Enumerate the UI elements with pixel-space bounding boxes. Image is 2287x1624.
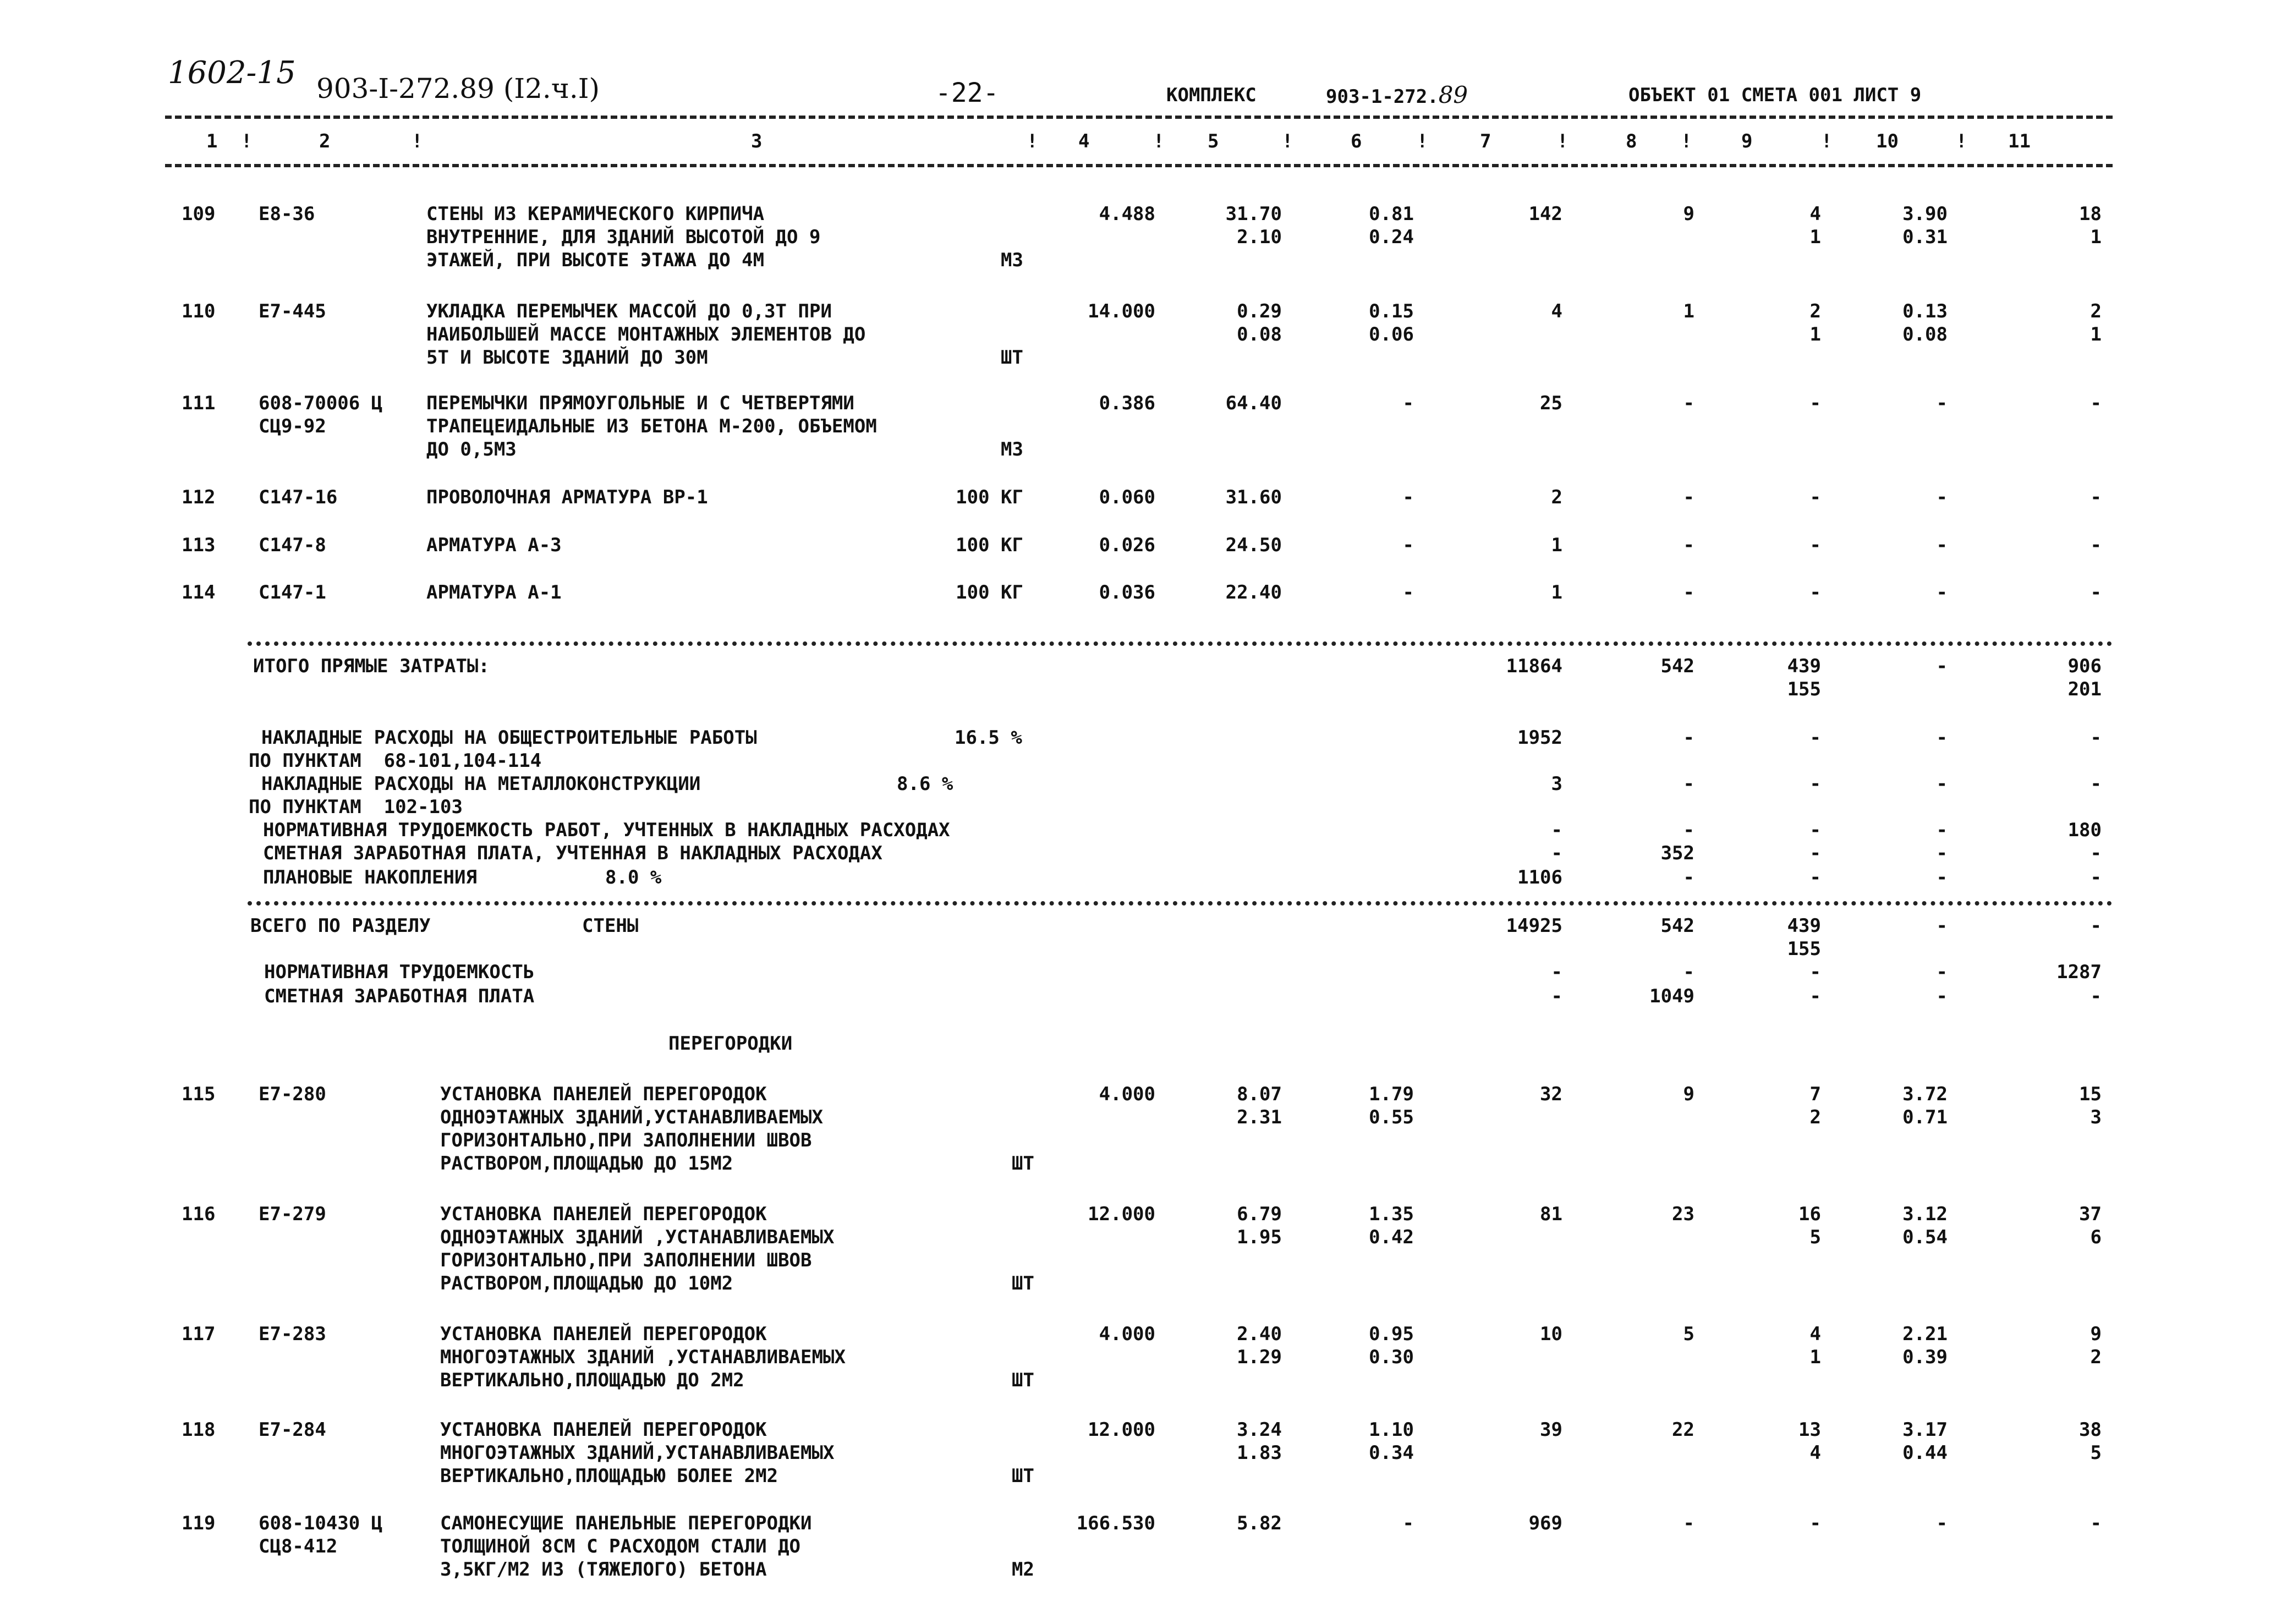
column-header-6: 6 (1351, 130, 1362, 152)
labor-total: 180 (2067, 819, 2102, 841)
column-header-2: 2 (319, 130, 331, 152)
row-number: 116 (182, 1203, 216, 1225)
total-wages: - (1683, 486, 1694, 508)
labor-total: - (2090, 985, 2102, 1007)
rate-code: С147-16 (259, 486, 338, 508)
labor-total: - (2090, 842, 2102, 864)
column-separator: ! (1282, 130, 1293, 152)
unit-cost: 64.40 (1225, 392, 1282, 414)
total-wages: 542 (1660, 655, 1694, 677)
total-cost: 32 (1540, 1083, 1562, 1105)
row-number: 113 (182, 534, 216, 556)
total-wages: - (1683, 819, 1694, 841)
unit-cost: 2.40 (1237, 1323, 1282, 1345)
unit-machine-cost: 0.95 (1369, 1323, 1414, 1345)
machine-cost: 16 (1798, 1203, 1821, 1225)
quantity: 0.026 (1099, 534, 1155, 556)
machine-cost: - (1809, 534, 1821, 556)
labor-total: 38 (2079, 1419, 2102, 1441)
row-number: 117 (182, 1323, 216, 1345)
work-description: ВЕРТИКАЛЬНО,ПЛОЩАДЬЮ БОЛЕЕ 2М2 (440, 1465, 778, 1487)
unit: М3 (1001, 438, 1023, 460)
work-description: УСТАНОВКА ПАНЕЛЕЙ ПЕРЕГОРОДОК (440, 1083, 767, 1105)
total-wages: 1 (1683, 300, 1694, 322)
labor-total: - (2090, 534, 2102, 556)
column-header-7: 7 (1480, 130, 1491, 152)
work-description: ТОЛЩИНОЙ 8СМ С РАСХОДОМ СТАЛИ ДО (440, 1535, 801, 1557)
unit: 100 КГ (956, 486, 1023, 508)
machine-cost: 155 (1787, 678, 1821, 700)
quantity: 0.386 (1099, 392, 1155, 414)
row-number: 112 (182, 486, 216, 508)
unit-machine-cost: - (1402, 534, 1414, 556)
unit-cost: 0.29 (1237, 300, 1282, 322)
labor-per-unit: 0.31 (1902, 226, 1948, 248)
labor-per-unit: - (1936, 773, 1948, 795)
work-description: УСТАНОВКА ПАНЕЛЕЙ ПЕРЕГОРОДОК (440, 1419, 767, 1441)
machine-cost: - (1809, 486, 1821, 508)
column-separator: ! (412, 130, 423, 152)
overhead-general-percent: 16.5 % (955, 727, 1022, 749)
total-cost: 4 (1551, 300, 1562, 322)
unit-cost: 5.82 (1237, 1512, 1282, 1534)
labor-per-unit: - (1936, 985, 1948, 1007)
rate-code: Е7-283 (259, 1323, 326, 1345)
column-separator: ! (241, 130, 253, 152)
labor-per-unit: 3.90 (1902, 203, 1948, 225)
header-rule-top (165, 116, 2113, 119)
row-number: 114 (182, 581, 216, 603)
labor-per-unit: 0.44 (1902, 1442, 1948, 1464)
quantity: 14.000 (1088, 300, 1155, 322)
machine-cost: - (1809, 773, 1821, 795)
total-wages: 352 (1660, 842, 1694, 864)
work-description: ГОРИЗОНТАЛЬНО,ПРИ ЗАПОЛНЕНИИ ШВОВ (440, 1129, 812, 1151)
labor-per-unit: 3.12 (1902, 1203, 1948, 1225)
machine-cost: 439 (1787, 915, 1821, 937)
column-header-9: 9 (1741, 130, 1753, 152)
quantity: 4.000 (1099, 1323, 1155, 1345)
labor-total: 201 (2067, 678, 2102, 700)
unit-cost: 1.95 (1237, 1226, 1282, 1248)
work-description: 5Т И ВЫСОТЕ ЗДАНИЙ ДО 30М (426, 347, 708, 369)
machine-cost: 7 (1809, 1083, 1821, 1105)
unit: 100 КГ (956, 534, 1023, 556)
unit-machine-cost: - (1402, 1512, 1414, 1534)
section-total-separator (248, 901, 2113, 906)
total-wages: 9 (1683, 1083, 1694, 1105)
column-header-4: 4 (1078, 130, 1090, 152)
unit-machine-cost: 0.42 (1369, 1226, 1414, 1248)
planned-savings-label: ПЛАНОВЫЕ НАКОПЛЕНИЯ (263, 866, 477, 888)
wages-in-overhead-label: СМЕТНАЯ ЗАРАБОТНАЯ ПЛАТА, УЧТЕННАЯ В НАКЛАДНЫХ РАСХОДАХ (263, 842, 882, 864)
total-cost: 1 (1551, 534, 1562, 556)
quantity: 0.036 (1099, 581, 1155, 603)
work-description: ВНУТРЕННИЕ, ДЛЯ ЗДАНИЙ ВЫСОТОЙ ДО 9 (426, 226, 821, 248)
total-cost: - (1551, 819, 1562, 841)
rate-code: С147-1 (259, 581, 326, 603)
unit: ШТ (1012, 1272, 1034, 1294)
labor-per-unit: - (1936, 581, 1948, 603)
work-description: УСТАНОВКА ПАНЕЛЕЙ ПЕРЕГОРОДОК (440, 1323, 767, 1345)
complex-code: 903-1-272.89 (1326, 81, 1468, 108)
machine-cost: 2 (1809, 300, 1821, 322)
labor-total: 1 (2090, 323, 2102, 345)
total-wages: - (1683, 534, 1694, 556)
total-cost: - (1551, 961, 1562, 983)
unit-cost: 1.83 (1237, 1442, 1282, 1464)
labor-per-unit: - (1936, 915, 1948, 937)
unit-machine-cost: 0.55 (1369, 1106, 1414, 1128)
labor-total: 1 (2090, 226, 2102, 248)
work-description: УКЛАДКА ПЕРЕМЫЧЕК МАССОЙ ДО 0,3Т ПРИ (426, 300, 832, 322)
work-description: МНОГОЭТАЖНЫХ ЗДАНИЙ ,УСТАНАВЛИВАЕМЫХ (440, 1346, 846, 1368)
row-number: 115 (182, 1083, 216, 1105)
column-header-5: 5 (1208, 130, 1219, 152)
unit-cost: 1.29 (1237, 1346, 1282, 1368)
machine-cost: - (1809, 581, 1821, 603)
machine-cost: 5 (1809, 1226, 1821, 1248)
labor-per-unit: - (1936, 486, 1948, 508)
machine-cost: - (1809, 727, 1821, 749)
total-cost: 1952 (1517, 727, 1562, 749)
column-header-8: 8 (1626, 130, 1637, 152)
labor-total: 15 (2079, 1083, 2102, 1105)
unit-cost: 2.10 (1237, 226, 1282, 248)
total-wages: - (1683, 392, 1694, 414)
labor-per-unit: 0.08 (1902, 323, 1948, 345)
rate-code: Е7-279 (259, 1203, 326, 1225)
rate-code: 608-10430 Ц (259, 1512, 383, 1534)
labor-per-unit: 2.21 (1902, 1323, 1948, 1345)
labor-total: 3 (2090, 1106, 2102, 1128)
unit-cost: 22.40 (1225, 581, 1282, 603)
machine-cost: - (1809, 866, 1821, 888)
labor-total: - (2090, 486, 2102, 508)
total-cost: 11864 (1506, 655, 1562, 677)
unit-cost: 0.08 (1237, 323, 1282, 345)
labor-per-unit: - (1936, 842, 1948, 864)
section-total-label: ВСЕГО ПО РАЗДЕЛУ (250, 915, 431, 937)
work-description: ОДНОЭТАЖНЫХ ЗДАНИЙ ,УСТАНАВЛИВАЕМЫХ (440, 1226, 835, 1248)
work-description: ГОРИЗОНТАЛЬНО,ПРИ ЗАПОЛНЕНИИ ШВОВ (440, 1249, 812, 1271)
quantity: 166.530 (1076, 1512, 1155, 1534)
row-number: 109 (182, 203, 216, 225)
machine-cost: - (1809, 819, 1821, 841)
row-number: 110 (182, 300, 216, 322)
overhead-metal-label: НАКЛАДНЫЕ РАСХОДЫ НА МЕТАЛЛОКОНСТРУКЦИИ (261, 773, 701, 795)
overhead-general-label: НАКЛАДНЫЕ РАСХОДЫ НА ОБЩЕСТРОИТЕЛЬНЫЕ РАБОТЫ (261, 727, 757, 749)
labor-per-unit: 0.54 (1902, 1226, 1948, 1248)
object-info: ОБЪЕКТ 01 СМЕТА 001 ЛИСТ 9 (1628, 84, 1922, 106)
machine-cost: - (1809, 392, 1821, 414)
total-cost: - (1551, 842, 1562, 864)
labor-per-unit: - (1936, 961, 1948, 983)
wages-label: СМЕТНАЯ ЗАРАБОТНАЯ ПЛАТА (264, 985, 535, 1007)
unit: ШТ (1012, 1369, 1034, 1391)
labor-total: - (2090, 915, 2102, 937)
column-header-1: 1 (206, 130, 218, 152)
total-wages: 1049 (1649, 985, 1694, 1007)
total-cost: 2 (1551, 486, 1562, 508)
rate-code: 608-70006 Ц (259, 392, 383, 414)
planned-savings-percent: 8.0 % (605, 866, 662, 888)
work-description: УСТАНОВКА ПАНЕЛЕЙ ПЕРЕГОРОДОК (440, 1203, 767, 1225)
column-separator: ! (1153, 130, 1165, 152)
rate-code: Е7-280 (259, 1083, 326, 1105)
work-description: ПРОВОЛОЧНАЯ АРМАТУРА ВР-1 (426, 486, 708, 508)
labor-total: 18 (2079, 203, 2102, 225)
quantity: 12.000 (1088, 1419, 1155, 1441)
labor-per-unit: 0.39 (1902, 1346, 1948, 1368)
column-separator: ! (1821, 130, 1833, 152)
machine-cost: 2 (1809, 1106, 1821, 1128)
unit-machine-cost: 0.06 (1369, 323, 1414, 345)
labor-total: - (2090, 866, 2102, 888)
rate-code: Е7-284 (259, 1419, 326, 1441)
work-description: ВЕРТИКАЛЬНО,ПЛОЩАДЬЮ ДО 2М2 (440, 1369, 744, 1391)
total-wages: - (1683, 773, 1694, 795)
work-description: ОДНОЭТАЖНЫХ ЗДАНИЙ,УСТАНАВЛИВАЕМЫХ (440, 1106, 823, 1128)
labor-per-unit: - (1936, 866, 1948, 888)
work-description: АРМАТУРА А-3 (426, 534, 562, 556)
overhead-metal-items: ПО ПУНКТАМ 102-103 (249, 796, 463, 818)
unit-cost: 31.70 (1225, 203, 1282, 225)
labor-per-unit: - (1936, 1512, 1948, 1534)
labor-total: - (2090, 727, 2102, 749)
column-separator: ! (1956, 130, 1967, 152)
total-wages: - (1683, 866, 1694, 888)
unit-machine-cost: 1.10 (1369, 1419, 1414, 1441)
work-description: САМОНЕСУЩИЕ ПАНЕЛЬНЫЕ ПЕРЕГОРОДКИ (440, 1512, 812, 1534)
complex-label: КОМПЛЕКС (1166, 84, 1257, 106)
total-cost: 969 (1528, 1512, 1562, 1534)
handwritten-reference: 1602-15 (168, 55, 296, 91)
labor-in-overhead-label: НОРМАТИВНАЯ ТРУДОЕМКОСТЬ РАБОТ, УЧТЕННЫХ В НАКЛАДНЫХ РАСХОДАХ (263, 819, 950, 841)
machine-cost: - (1809, 1512, 1821, 1534)
machine-cost: - (1809, 842, 1821, 864)
work-description: АРМАТУРА А-1 (426, 581, 562, 603)
page-number: -22- (935, 78, 999, 108)
labor-total: 1287 (2056, 961, 2102, 983)
labor-total: - (2090, 581, 2102, 603)
unit-machine-cost: 1.35 (1369, 1203, 1414, 1225)
work-description: РАСТВОРОМ,ПЛОЩАДЬЮ ДО 15М2 (440, 1153, 733, 1175)
overhead-general-items: ПО ПУНКТАМ 68-101,104-114 (249, 750, 542, 772)
labor-total: 5 (2090, 1442, 2102, 1464)
total-cost: 25 (1540, 392, 1562, 414)
labor-total: 37 (2079, 1203, 2102, 1225)
totals-separator (248, 641, 2113, 646)
column-separator: ! (1027, 130, 1038, 152)
labor-total: - (2090, 1512, 2102, 1534)
unit: 100 КГ (956, 581, 1023, 603)
labor-per-unit: - (1936, 534, 1948, 556)
quantity: 4.488 (1099, 203, 1155, 225)
unit: ШТ (1012, 1465, 1034, 1487)
work-description: НАИБОЛЬШЕЙ МАССЕ МОНТАЖНЫХ ЭЛЕМЕНТОВ ДО (426, 323, 866, 345)
unit-cost: 6.79 (1237, 1203, 1282, 1225)
labor-per-unit: - (1936, 392, 1948, 414)
labor-per-unit: 0.71 (1902, 1106, 1948, 1128)
unit-machine-cost: - (1402, 486, 1414, 508)
total-wages: 9 (1683, 203, 1694, 225)
labor-per-unit: 3.72 (1902, 1083, 1948, 1105)
column-header-10: 10 (1876, 130, 1899, 152)
row-number: 118 (182, 1419, 216, 1441)
rate-code: Е8-36 (259, 203, 315, 225)
unit-machine-cost: 1.79 (1369, 1083, 1414, 1105)
total-wages: - (1683, 727, 1694, 749)
rate-code: Е7-445 (259, 300, 326, 322)
total-wages: - (1683, 581, 1694, 603)
quantity: 4.000 (1099, 1083, 1155, 1105)
document-code: 903-I-272.89 (I2.ч.I) (316, 73, 600, 105)
norm-labor-label: НОРМАТИВНАЯ ТРУДОЕМКОСТЬ (264, 961, 535, 983)
unit-machine-cost: 0.24 (1369, 226, 1414, 248)
work-description: ТРАПЕЦЕИДАЛЬНЫЕ ИЗ БЕТОНА М-200, ОБЪЕМОМ (426, 415, 877, 437)
unit-cost: 31.60 (1225, 486, 1282, 508)
total-cost: 10 (1540, 1323, 1562, 1345)
section-name: СТЕНЫ (582, 915, 639, 937)
unit: ШТ (1012, 1153, 1034, 1175)
work-description: ДО 0,5М3 (426, 438, 517, 460)
unit-machine-cost: 0.34 (1369, 1442, 1414, 1464)
work-description: РАСТВОРОМ,ПЛОЩАДЬЮ ДО 10М2 (440, 1272, 733, 1294)
column-separator: ! (1417, 130, 1428, 152)
machine-cost: 4 (1809, 203, 1821, 225)
machine-cost: 4 (1809, 1442, 1821, 1464)
unit: М2 (1012, 1559, 1034, 1581)
total-wages: 542 (1660, 915, 1694, 937)
row-number: 111 (182, 392, 216, 414)
work-description: 3,5КГ/М2 ИЗ (ТЯЖЕЛОГО) БЕТОНА (440, 1559, 767, 1581)
price-code: СЦ9-92 (259, 415, 326, 437)
rate-code: С147-8 (259, 534, 326, 556)
labor-per-unit: - (1936, 819, 1948, 841)
total-wages: - (1683, 961, 1694, 983)
total-cost: 142 (1528, 203, 1562, 225)
labor-per-unit: 0.13 (1902, 300, 1948, 322)
total-cost: 39 (1540, 1419, 1562, 1441)
column-separator: ! (1557, 130, 1568, 152)
machine-cost: 1 (1809, 323, 1821, 345)
quantity: 12.000 (1088, 1203, 1155, 1225)
total-wages: 22 (1672, 1419, 1694, 1441)
labor-total: - (2090, 773, 2102, 795)
unit: М3 (1001, 249, 1023, 271)
labor-per-unit: - (1936, 655, 1948, 677)
column-header-3: 3 (751, 130, 763, 152)
unit-cost: 8.07 (1237, 1083, 1282, 1105)
quantity: 0.060 (1099, 486, 1155, 508)
total-cost: 81 (1540, 1203, 1562, 1225)
total-cost: 1 (1551, 581, 1562, 603)
unit-machine-cost: 0.15 (1369, 300, 1414, 322)
header-rule-bottom (165, 164, 2113, 167)
row-number: 119 (182, 1512, 216, 1534)
work-description: ПЕРЕМЫЧКИ ПРЯМОУГОЛЬНЫЕ И С ЧЕТВЕРТЯМИ (426, 392, 854, 414)
column-header-11: 11 (2008, 130, 2031, 152)
labor-per-unit: - (1936, 727, 1948, 749)
total-wages: 23 (1672, 1203, 1694, 1225)
section-title-partitions: ПЕРЕГОРОДКИ (668, 1033, 793, 1055)
machine-cost: 13 (1798, 1419, 1821, 1441)
machine-cost: - (1809, 961, 1821, 983)
total-cost: 3 (1551, 773, 1562, 795)
machine-cost: 4 (1809, 1323, 1821, 1345)
labor-total: 6 (2090, 1226, 2102, 1248)
labor-total: 9 (2090, 1323, 2102, 1345)
unit-cost: 24.50 (1225, 534, 1282, 556)
unit: ШТ (1001, 347, 1023, 369)
column-separator: ! (1681, 130, 1692, 152)
labor-per-unit: 3.17 (1902, 1419, 1948, 1441)
work-description: ЭТАЖЕЙ, ПРИ ВЫСОТЕ ЭТАЖА ДО 4М (426, 249, 765, 271)
labor-total: 2 (2090, 300, 2102, 322)
labor-total: - (2090, 392, 2102, 414)
machine-cost: - (1809, 985, 1821, 1007)
unit-cost: 3.24 (1237, 1419, 1282, 1441)
machine-cost: 155 (1787, 938, 1821, 960)
labor-total: 906 (2067, 655, 2102, 677)
total-cost: 1106 (1517, 866, 1562, 888)
total-cost: 14925 (1506, 915, 1562, 937)
total-wages: 5 (1683, 1323, 1694, 1345)
total-wages: - (1683, 1512, 1694, 1534)
price-code: СЦ8-412 (259, 1535, 338, 1557)
total-cost: - (1551, 985, 1562, 1007)
unit-cost: 2.31 (1237, 1106, 1282, 1128)
unit-machine-cost: - (1402, 581, 1414, 603)
machine-cost: 439 (1787, 655, 1821, 677)
labor-total: 2 (2090, 1346, 2102, 1368)
work-description: СТЕНЫ ИЗ КЕРАМИЧЕСКОГО КИРПИЧА (426, 203, 765, 225)
unit-machine-cost: 0.81 (1369, 203, 1414, 225)
work-description: МНОГОЭТАЖНЫХ ЗДАНИЙ,УСТАНАВЛИВАЕМЫХ (440, 1442, 835, 1464)
machine-cost: 1 (1809, 1346, 1821, 1368)
unit-machine-cost: 0.30 (1369, 1346, 1414, 1368)
direct-costs-label: ИТОГО ПРЯМЫЕ ЗАТРАТЫ: (253, 655, 490, 677)
machine-cost: 1 (1809, 226, 1821, 248)
unit-machine-cost: - (1402, 392, 1414, 414)
overhead-metal-percent: 8.6 % (897, 773, 953, 795)
